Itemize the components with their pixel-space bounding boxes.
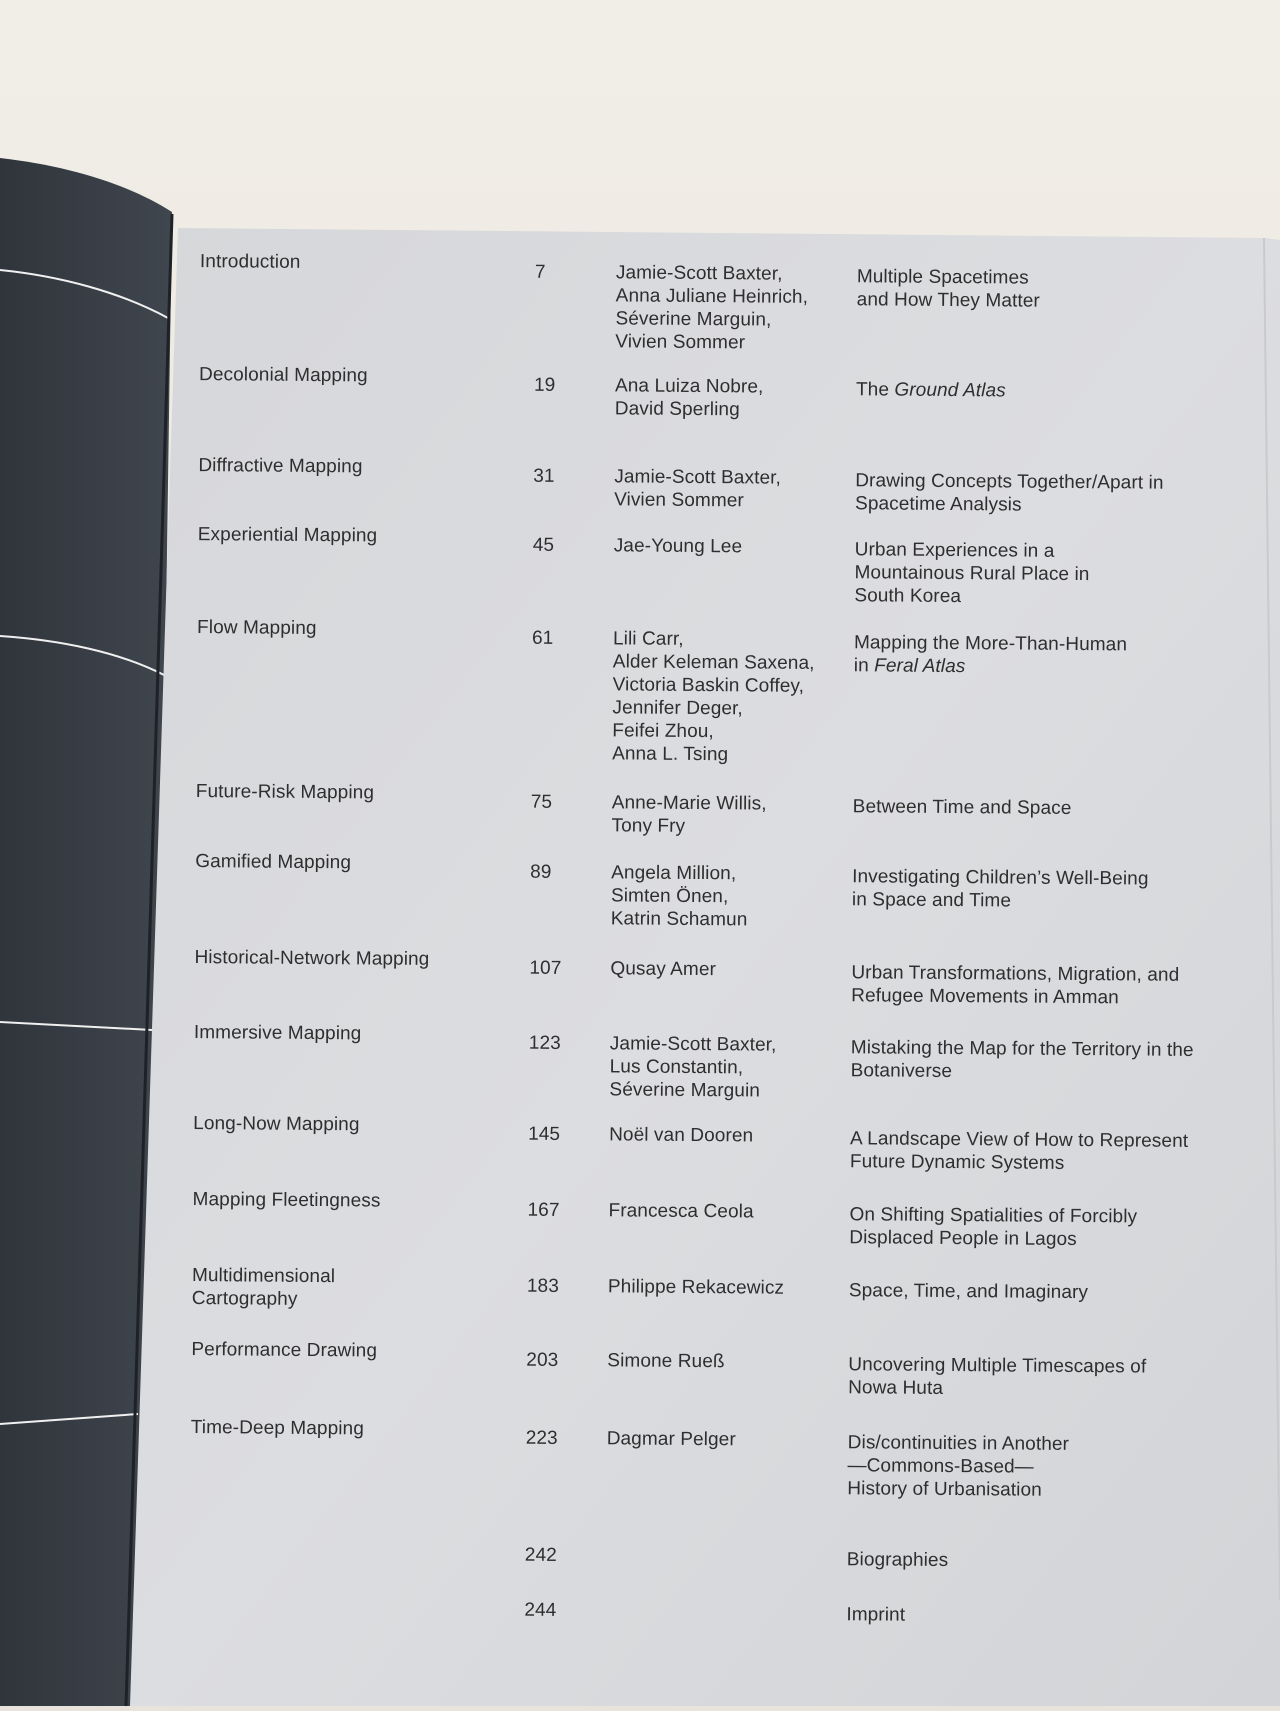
toc-entry: [0, 1189, 1273, 1250]
toc-entry: [0, 781, 1276, 837]
toc-page-number: 203: [526, 1349, 559, 1371]
toc-authors: Philippe Rekacewicz: [607, 1276, 785, 1299]
toc-authors: Jamie-Scott Baxter, Lus Constantin, Séverine Marguin: [609, 1033, 777, 1102]
toc-title-part: Uncovering Multiple Timescapes of Nowa Huta: [848, 1354, 1147, 1399]
toc-section: Future-Risk Mapping: [195, 781, 375, 804]
toc-section: Immersive Mapping: [193, 1022, 362, 1045]
toc-entry: [0, 947, 1275, 1009]
toc-entry: [0, 851, 1275, 931]
toc-section: Experiential Mapping: [197, 524, 378, 547]
toc-entry: [0, 1539, 1270, 1571]
toc-section: Decolonial Mapping: [199, 364, 368, 387]
toc-authors: Jamie-Scott Baxter, Anna Juliane Heinrich, Séverine Marguin, Vivien Sommer: [615, 262, 809, 354]
toc-section: Multidimensional Cartography: [191, 1265, 336, 1310]
toc-title-part: Mapping the More-Than-Human in: [853, 632, 1128, 677]
toc-entry: [0, 455, 1278, 516]
toc-section: Time-Deep Mapping: [190, 1417, 365, 1440]
toc-title: [851, 1036, 1251, 1085]
toc-authors: Anne-Marie Willis, Tony Fry: [611, 792, 767, 837]
toc-section: Historical-Network Mapping: [194, 947, 430, 970]
toc-title: [849, 1279, 1249, 1305]
toc-authors: Ana Luiza Nobre, David Sperling: [614, 375, 764, 421]
toc-section: [190, 1588, 490, 1590]
toc-entry: [0, 251, 1280, 354]
toc-title: [855, 469, 1255, 518]
toc-title: [848, 1353, 1248, 1402]
toc-title: [857, 265, 1257, 314]
toc-page-number: 7: [534, 261, 546, 283]
toc-title: [849, 1203, 1249, 1252]
toc-title-part: Mistaking the Map for the Territory in the Botaniverse: [850, 1037, 1194, 1083]
toc-title-part: Dis/continuities in Another —Commons-Based— History of Urbanisation: [847, 1432, 1070, 1501]
toc-title-part: Biographies: [846, 1549, 949, 1571]
toc-authors: Simone Rueß: [607, 1350, 725, 1373]
toc-section: Performance Drawing: [191, 1339, 378, 1362]
toc-entry: [0, 617, 1277, 766]
toc-title-part: A Landscape View of How to Represent Future Dynamic Systems: [849, 1128, 1189, 1174]
toc-authors: Qusay Amer: [610, 958, 717, 981]
toc-title: [851, 961, 1251, 1010]
toc-title-part: Ground Atlas: [894, 379, 1006, 402]
toc-page-number: 223: [525, 1427, 558, 1449]
toc-authors: [606, 1544, 836, 1546]
toc-authors: Francesca Ceola: [608, 1200, 754, 1223]
toc-authors: Angela Million, Simten Önen, Katrin Schamun: [610, 862, 748, 931]
toc-authors: Jae-Young Lee: [613, 535, 743, 558]
toc-page-number: 45: [532, 534, 555, 556]
toc-page-number: 242: [524, 1544, 557, 1566]
toc-title: [850, 1127, 1250, 1176]
toc-section: Long-Now Mapping: [193, 1113, 360, 1136]
toc-entry: [0, 1339, 1271, 1399]
toc-title-part: The: [855, 379, 895, 401]
toc-entry: [0, 1113, 1273, 1174]
toc-section: Flow Mapping: [197, 617, 317, 639]
toc-page-number: 89: [530, 861, 552, 883]
toc-authors: Noël van Dooren: [609, 1124, 754, 1147]
toc-authors: Jamie-Scott Baxter, Vivien Sommer: [614, 466, 782, 512]
toc-title: [856, 378, 1256, 404]
toc-authors: Dagmar Pelger: [606, 1428, 736, 1451]
toc-page-number: 183: [526, 1275, 560, 1297]
toc-entry: [0, 1417, 1271, 1501]
toc-page-number: 244: [524, 1599, 557, 1621]
toc-entry: [0, 524, 1278, 608]
toc-title-part: Space, Time, and Imaginary: [848, 1280, 1089, 1304]
toc-title-part: On Shifting Spatialities of Forcibly Displaced People in Lagos: [849, 1204, 1138, 1250]
toc-title: [853, 795, 1253, 821]
toc-page-number: 167: [527, 1199, 560, 1221]
toc-title: [847, 1431, 1248, 1503]
toc-section: Mapping Fleetingness: [192, 1189, 381, 1212]
toc-title-part: Urban Transformations, Migration, and Refugee Movements in Amman: [851, 962, 1180, 1009]
toc-title: [847, 1548, 1247, 1574]
toc-title-part: Multiple Spacetimes and How They Matter: [856, 266, 1040, 312]
toc-page-number: 61: [531, 627, 554, 649]
toc-entry: [0, 1265, 1272, 1310]
toc-title: [846, 1603, 1246, 1629]
toc-section: Diffractive Mapping: [198, 455, 363, 478]
toc-section: Introduction: [199, 251, 301, 273]
toc-entry: [0, 1022, 1274, 1102]
toc-authors: [605, 1599, 835, 1601]
toc-page-number: 145: [528, 1123, 561, 1145]
toc-title-part: Investigating Children’s Well-Being in Space and Time: [851, 866, 1149, 912]
toc-page-number: 107: [529, 957, 562, 979]
toc-section: Gamified Mapping: [195, 851, 352, 874]
toc-page-number: 123: [528, 1032, 561, 1054]
toc-title-part: Feral Atlas: [874, 655, 966, 678]
toc-entry: [0, 364, 1279, 421]
toc-title-part: Drawing Concepts Together/Apart in Spacetime Analysis: [855, 470, 1164, 516]
toc-title-part: Urban Experiences in a Mountainous Rural Place in South Korea: [854, 539, 1090, 608]
toc-entry: [0, 1594, 1269, 1626]
toc-section: [190, 1533, 490, 1535]
toc-page-number: 75: [530, 791, 553, 813]
toc-page-number: 19: [533, 374, 556, 396]
toc-authors: Lili Carr, Alder Keleman Saxena, Victoria Baskin Coffey, Jennifer Deger, Feifei Zhou, Anna L. Tsing: [612, 628, 815, 766]
toc-title: [854, 538, 1255, 610]
toc-title-part: Imprint: [846, 1604, 906, 1626]
toc-title-part: Between Time and Space: [852, 796, 1072, 819]
toc-page-number: 31: [533, 465, 555, 487]
toc-title: [852, 865, 1252, 914]
toc-title: [854, 631, 1254, 680]
